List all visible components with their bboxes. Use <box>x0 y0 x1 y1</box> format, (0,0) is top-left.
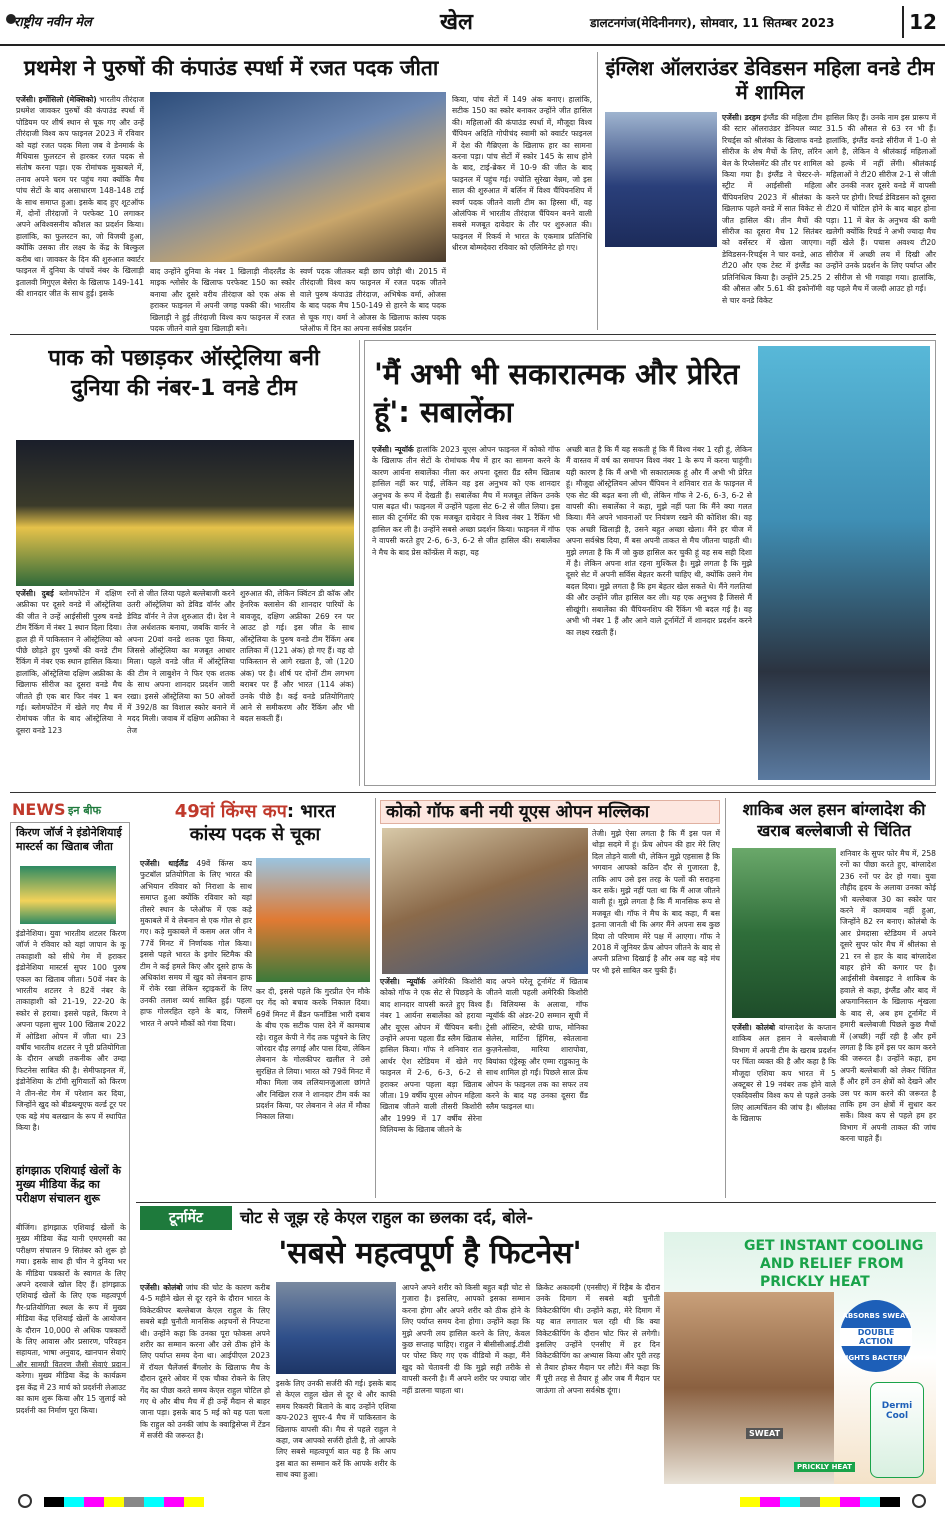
s4-headline: 'मैं अभी भी सकारात्मक और प्रेरित हूं': सबालेंका <box>374 357 740 429</box>
news-h1: किरण जॉर्ज ने इंडोनेशियाई मास्टर्स का खिताब जीता <box>16 826 122 853</box>
s6-gauff-photo <box>382 828 588 974</box>
ad-sweat-label: SWEAT <box>746 1428 783 1439</box>
s8-rahul-photo <box>276 1282 396 1374</box>
ad-model-photo <box>664 1292 834 1484</box>
ad-line2: AND RELIEF FROM <box>760 1256 904 1272</box>
news-kiran-photo <box>20 866 116 924</box>
s2-col1: एजेंसी। डरहम इंग्लैंड की महिला टीम की स्टार ऑलराउंडर डेनियल व्याट रिचर्ड्स को श्रीलंका के खिलाफ वनडे सीरीज के शेष मैचों के लिए, लॉरेन बेल के रिप्लेसमेंट की तौर पर शामिल किया गया है। इंग्लैंड ने चेस्टर-ले-स्ट्रीट में आईसीसी महिला चैंपियनशिप 2023 में श्रीलंका के खिलाफ पहले वनडे में सात विकेट से जीत हासिल की। तीन मैचों की सीरीज का दूसरा मैच 12 सितंबर को वर्सेस्टर में खेला जाएगा। डेविडसन-रिचर्ड्स ने चार वनडे, आठ टी20 और एक टेस्ट में इंग्लैंड का प्रतिनिधित्व किया है। उन्होंने 25.25 की औसत और 5.61 की इकोनॉमी से चार वनडे विकेट <box>722 113 822 305</box>
s6-col3: तेजी। मुझे ऐसा लगता है कि मैं इस पल में थोड़ा सदमे में हूं। फ्रेंच ओपन की हार मेरे लिए दिल तोड़ने वाली थी, लेकिन मुझे एहसास है कि भगवान आपको कठिन दौर से गुजारता है, ताकि आप उसे इस तरह के पलों की सराहना कर सकें। मुझे नहीं पता था कि मैं आज जीतने वाली हूं। मुझे लगता है कि मैं मानसिक रूप से मजबूत थी। गॉफ ने मैच के बाद कहा, मैं बस इतना जानती थी कि अगर मैंने अपना सब कुछ दिया तो परिणाम मेरे पक्ष में आएगा। गॉफ ने 2018 में जूनियर फ्रेंच ओपन जीतने के बाद से अपनी प्रतिभा दिखाई है और अब वह बड़े मंच पर भी इसे साबित कर चुकी हैं। <box>592 829 720 975</box>
s1-col3: स्वर्ण पदक जीतकर बड़ी छाप छोड़ी थी। 2015 में तीरंदाजी विश्व कप फाइनल में रजत पदक जीतने वाले पुरुष कंपाउंड तीरंदाज, अभिषेक वर्मा, ओजस के बाद पदक मैच 150-149 से हारने के बाद पदक से चूक गए। वर्मा ने ओजस के खिलाफ कांस्य पदक प्लेऑफ में दिन का अपना सर्वश्रेष्ठ प्रदर्शन <box>300 267 446 334</box>
s8-subtitle: चोट से जूझ रहे केएल राहुल का छलका दर्द, बोले- <box>240 1208 534 1227</box>
ad-seal <box>840 1300 912 1372</box>
s1-col1: एजेंसी। हर्मोसिलो (मेक्सिको) भारतीय तीरंदाज प्रथमेश जावकर पुरुषों की कंपाउंड स्पर्धा में पोडियम पर शीर्ष स्थान से चूक गए और उन्हें तीरंदाजी विश्व कप फाइनल 2023 में रविवार को यहां रजत पदक मिला जब वे डेनमार्क के मैथियास फुलरटन से हारकर रजत पदक से संतोष करना पड़ा। एक रोमांचक मुकाबले में, तनाव अपने चरम पर पहुंच गया क्योंकि मैच पांच सेटों के बाद असाधारण 148-148 टाई के साथ समाप्त हुआ। इसके बाद हुए शूटऑफ में, दोनों तीरंदाजों ने परफेक्ट 10 लगाकर अपने अविश्वसनीय कौशल का प्रदर्शन किया। हालांकि, का फुलरटन का, जो विजयी हुआ, क्योंकि उसका तीर लक्ष्य के केंद्र के बिल्कुल करीब था। जावकर के दिन की शुरुआत क्वार्टर फाइनल में दुनिया के पांचवें नंबर के खिलाड़ी इतालवी मिगुएल बेसेरा के खिलाफ 149-141 की शानदार जीत के साथ हुई। इसके <box>16 95 144 298</box>
ad-dermicool <box>664 1232 936 1484</box>
masthead <box>0 0 945 46</box>
page-number: 12 <box>902 6 942 38</box>
ad-brand: Dermi Cool <box>881 1401 913 1421</box>
issue-dateline: डालटनगंज(मेदिनीनगर), सोमवार, 11 सितम्बर 2023 <box>590 16 835 30</box>
s5-title-c: कांस्य पदक से चूका <box>189 824 321 846</box>
divider <box>375 798 376 1198</box>
ad-line3: PRICKLY HEAT <box>760 1274 870 1290</box>
s1-col2: बाद उन्होंने दुनिया के नंबर 1 खिलाड़ी नीदरलैंड के माइक श्लोसेर के खिलाफ परफेक्ट 150 का स्कोर बनाया और दूसरे वरीय तीरंदाज को एक अंक से हराकर फाइनल में अपनी जगह पक्की की। भारतीय खिलाड़ी ने हुई तीरंदाजी विश्व कप फाइनल में रजत पदक जीतने वाले युवा खिलाड़ी बने। <box>150 267 295 334</box>
s5-title-b: : भारत <box>286 801 336 822</box>
s8-kicker-label: टूर्नामेंट <box>169 1210 203 1226</box>
s4-col2: अच्छी बात है कि मैं यह सकती हूं कि मैं विश्व नंबर 1 रही हूं, लेकिन मैं वास्तव में वर्ष का समापन विश्व नंबर 1 के रूप में करना चाहूंगी। यही कारण है कि मैं अभी भी सकारात्मक हूं और मैं अभी भी प्रेरित हूं। मौजूदा ऑस्ट्रेलियन ओपन चैंपियन ने शनिवार रात के फाइनल में एक सेट की बढ़त बना ली थी, लेकिन गॉफ ने 2-6, 6-3, 6-2 से वापसी की। सबालेंका ने कहा, मुझे नहीं पता कि मैंने क्या गलत किया। मैंने अपने भावनाओं पर नियंत्रण रखने की कोशिश की। वह एक अच्छी खिलाड़ी है, उसने बहुत अच्छा खेला। मैंने हर चीज में अपना सर्वश्रेष्ठ दिया, मैं बस अपनी ताकत से मैच जीतना चाहती थी। मुझे लगता है कि मैं जो कुछ हासिल कर चुकी हूं वह सब सही दिशा में है। लेकिन अपना शांत रहना मुश्किल है। मुझे लगता है कि मुझे दूसरे सेट में अपनी सर्विस बेहतर करनी चाहिए थी, क्योंकि उसने गेम बदल दिया। मुझे लगता है कि हम बेहतर खेल सकते थे। मैंने गलतियां की और उन्होंने जीत हासिल कर ली। यह एक अनुभव है जिससे मैं सीखूंगी। सबालेंका की चैंपियनशिप की रैंकिंग भी बदल गई है। वह अभी भी नंबर 1 हैं और आने वाले टूर्नामेंटों में शानदार प्रदर्शन करने का लक्ष्य रखती हैं। <box>566 445 752 637</box>
s6-headline: कोको गॉफ बनी नयी यूएस ओपन मल्लिका <box>386 802 650 822</box>
ad-seal-bot: FIGHTS BACTERIA <box>840 1354 912 1362</box>
s8-col4: क्रिकेट अकादमी (एनसीए) में रिहैब के दौरान उनके दिमाग में सबसे बड़ी चुनौती विकेटकीपिंग थी। उन्होंने कहा, मेरे दिमाग में यह बात लगातार चल रही थी कि क्या विकेटकीपिंग के दौरान चोट फिर से लगेगी। इसलिए उन्होंने एनसीए में हर दिन विकेटकीपिंग का अभ्यास किया और पूरी तरह से तैयार होकर मैदान पर लौटे। मैंने कहा कि मैं पूरी तरह से तैयार हूं और जब मैं मैदान पर जाऊंगा तो अपना सर्वश्रेष्ठ दूंगा। <box>536 1283 660 1395</box>
s6-col1: एजेंसी। न्यूयॉर्क अमेरिकी किशोरी कोको गॉफ ने एक सेट से पिछड़ने के बाद शानदार वापसी करते हुए विश्व नंबर 1 आर्यना सबालेंका को हराया और यूएस ओपन में चैंपियन बनी। उन्होंने अपना पहला ग्रैंड स्लैम खिताब हासिल किया। गॉफ ने शनिवार रात आर्थर ऐश स्टेडियम में खेले गए फाइनल में 2-6, 6-3, 6-2 से हराकर अपना पहला बड़ा खिताब जीता। 19 वर्षीय यूएस ओपन महिला खिताब जीतने वाली तीसरी किशोरी और 1999 में 17 वर्षीय सेरेना विलियम्स के खिताब जीतने के <box>380 977 482 1135</box>
color-bar-left <box>44 1497 204 1507</box>
paper-name: राष्ट्रीय नवीन मेल <box>14 15 92 30</box>
divider <box>725 798 726 1198</box>
s8-col2: इसके लिए उनकी सर्जरी की गई। इसके बाद से केएल राहुल खेल से दूर थे और काफी समय रिकवरी बिताने के बाद उन्होंने एशिया कप-2023 सुपर-4 मैच में पाकिस्तान के खिलाफ वापसी की। मैच से पहले राहुल ने कहा, जब आपको सर्जरी होती है, तो आपके लिए सबसे महत्वपूर्ण बात यह है कि आप इस बात का सम्मान करें कि आपके शरीर के साथ क्या हुआ। <box>276 1379 396 1480</box>
ad-tag: PRICKLY HEAT <box>794 1462 855 1472</box>
s8-col1: एजेंसी। कोलंबो जांघ की चोट के कारण करीब 4-5 महीने खेल से दूर रहने के दौरान भारत के विकेटकीपर बल्लेबाज केएल राहुल के लिए सबसे बड़ी चुनौती मानसिक अड़चनों से निपटना थी। उन्होंने कहा कि उनका पूरा फोकस अपने शरीर का सम्मान करना और उसे ठीक होने के लिए पर्याप्त समय देना था। आईपीएल 2023 में रॉयल चैलेंजर्स बैंगलोर के खिलाफ मैच के दौरान दूसरे ओवर में एक चौका रोकने के लिए गेंद का पीछा करते समय केएल राहुल चोटिल हो गए थे और बीच मैच में ही उन्हें मैदान से बाहर जाना पड़ा। इसके बाद 5 मई को यह पता चला कि राहुल को उनकी जांघ के क्वाड्रिसेप्स में टेंडन में सर्जरी की जरूरत है। <box>140 1283 270 1441</box>
s1-headline: प्रथमेश ने पुरुषों की कंपाउंड स्पर्धा में रजत पदक जीता <box>24 56 439 80</box>
s7-col2: शनिवार के सुपर फोर मैच में, 258 रनों का पीछा करते हुए, बांग्लादेश 236 रनों पर ढेर हो गया। युवा तौहीद हृदय के अलावा उनका कोई भी बल्लेबाज 30 का स्कोर पार करने में कामयाब नहीं हुआ, जिन्होंने 82 रन बनाए। कोलंबो के आर प्रेमदासा स्टेडियम में अपने दूसरे सुपर फोर मैच में श्रीलंका से 21 रन से हार के बाद बांग्लादेश बाहर होने की कगार पर है। आईसीसी वेबसाइट ने शाकिब के हवाले से कहा, इंग्लैंड और बाद में अफगानिस्तान के खिलाफ शृंखला के बाद से, अब हम टूर्नामेंट में हमारी बल्लेबाजी पिछले कुछ मैचों में (अच्छी) नहीं रही है और हमें लगता है कि हमें इस पर काम करने की जरूरत है। उन्होंने कहा, हम अपनी बल्लेबाजी को लेकर चिंतित हैं और हमें उन क्षेत्रों को देखने और उस पर काम करने की जरूरत है ताकि हम उन क्षेत्रों में सुधार कर सकें। विश्व कप से पहले हम हर विभाग में अपनी ताकत की जांच करना चाहते हैं। <box>840 849 936 1144</box>
s3-col1: एजेंसी। दुबई ब्लोमफोंटेन में दक्षिण अफ्रीका पर दूसरे वनडे में ऑस्ट्रेलिया की जीत ने उन्हें आईसीसी पुरुष वनडे टीम रैंकिंग में नंबर 1 स्थान दिला दिया। हाल ही में पाकिस्तान ने ऑस्ट्रेलिया को पीछे छोड़ते हुए पुरुषों की वनडे टीम रैंकिंग में नंबर एक स्थान हासिल किया। हालांकि, ऑस्ट्रेलिया दक्षिण अफ्रीका के खिलाफ सीरीज का दूसरा वनडे मैच जीतते ही एक बार फिर नंबर 1 बन गई। ब्लोमफोंटेन में खेले गए मैच में रोमांचक जीत के बाद ऑस्ट्रेलिया ने दूसरा वनडे 123 <box>16 589 122 735</box>
s8-col3: आपने अपने शरीर को किसी बहुत बड़ी चोट से गुजारा है। इसलिए, आपको इसका सम्मान करना होगा और अपने शरीर को ठीक होने के लिए पर्याप्त समय देना होगा। उन्होंने कहा कि मुझे अपनी लय हासिल करने के लिए, केवल कुछ सप्ताह चाहिए। राहुल ने बीसीसीआई.टीवी पर पोस्ट किए गए एक वीडियो में कहा, मैंने खुद को चेतावनी दी कि मुझे सही तरीके से वापसी करनी है। मैं अपने शरीर पर ज्यादा जोर नहीं डालना चाहता था। <box>402 1283 530 1395</box>
news-badge <box>10 798 128 822</box>
ad-product-bottle <box>870 1382 924 1478</box>
s2-cricketer-photo <box>605 112 717 247</box>
s3-team-photo <box>16 440 354 586</box>
s5-title-a: किंग्स कप <box>220 801 287 822</box>
s8-kicker <box>140 1206 232 1230</box>
news-t2: बीजिंग। हांगझाऊ एशियाई खेलों के मुख्य मीडिया केंद्र यानी एमएमसी का परीक्षण संचालन 9 सितंबर को शुरू हो गया। इसके साथ ही चीन ने दुनिया भर के मीडिया पत्रकारों के स्वागत के लिए अपने दरवाजे खोल दिए हैं। हांगझाऊ एशियाई खेलों के लिए एक महत्वपूर्ण गैर-प्रतियोगिता स्थल के रूप में मुख्य मीडिया केंद्र एशियाई खेलों के आयोजन के दौरान 10,000 से अधिक पत्रकारों के लिए आवास और प्रसारण, परिवहन सहायता, भाषा अनुवाद, खानपान सेवाएं और सामग्री वितरण जैसी सेवाएं प्रदान करेगा। मुख्य मीडिया केंद्र के कार्यक्रम इस केंद्र में 23 मार्च को प्रदर्शनी लेआउट का काम शुरू किया और 15 जुलाई को प्रदर्शनी का निर्माण पूरा किया। <box>16 1223 126 1415</box>
divider <box>359 340 360 786</box>
s3-headline: पाक को पछाड़कर ऑस्ट्रेलिया बनी दुनिया की नंबर-1 वनडे टीम <box>48 346 320 401</box>
s2-col2: हासिल किए हैं। उनके नाम इस प्रारूप में 31.5 की औसत से 63 रन भी हैं। हालांकि, इंग्लैंड वनडे सीरीज में 1-0 से आगे है, लेकिन वे श्रीलंकाई महिलाओं को हल्के में नहीं लेंगी। श्रीलंकाई महिलाओं ने टी20 सीरीज 2-1 से जीती और उनकी नजर दूसरे वनडे में वापसी करने पर होगी। रिचर्ड डेविडसन को दूसरा टी20 में चोटिल होने के बाद बाहर होना पड़ा। 11 में बेल के अनुभव की कमी खलेगी क्योंकि रिचर्ड ने अभी ज्यादा मैच नहीं खेले हैं। पचास अवश्य टी20 सीरीज में अच्छी लय में दिखी और उन्होंने उनके प्रदर्शन के लिए पर्याप्त और 2 सीरीज से भी गवाहा गया। हालांकि, वह पहले मैच में जल्दी आउट हो गईं। <box>826 113 936 294</box>
s1-archer-photo <box>150 92 446 262</box>
s7-headline: शाकिब अल हसन बांग्लादेश की खराब बल्लेबाजी से चिंतित <box>742 800 926 840</box>
news-h2: हांगझाऊ एशियाई खेलों के मुख्य मीडिया केंद्र का परीक्षण संचालन शुरू <box>16 1164 121 1205</box>
divider <box>10 792 936 793</box>
news-sub: इन बीफ <box>68 804 101 817</box>
divider <box>597 52 598 330</box>
color-bar-right <box>740 1497 900 1507</box>
s5-title-num: 49वां <box>174 801 215 822</box>
ad-line1: GET INSTANT COOLING <box>744 1238 924 1254</box>
divider <box>10 334 936 335</box>
s6-col2: बाद अपने घरेलू टूर्नामेंट में खिताब जीतने वाली पहली अमेरिकी किशोरी हैं। विलियम्स के अलावा, गॉफ न्यूयॉर्क की अंडर-20 सम्मान सूची में ट्रेसी ऑस्टिन, स्टेफी ग्राफ, मोनिका सेलेस, मार्टिना हिंगिस, स्वेतलाना कुज़नेत्सोवा, मारिया शारापोवा, बियांका एंड्रेस्कू और एम्मा राडुकानु के साथ शामिल हो गईं। पिछले साल फ्रेंच ओपन के फाइनल तक का सफर तय करने के बाद यह उनका दूसरा ग्रैंड स्लैम फाइनल था। <box>486 977 588 1112</box>
s5-col1: एजेंसी। थाईलैंड 49वें किंग्स कप फुटबॉल प्रतियोगिता के लिए भारत की अभियान रविवार को निराशा के साथ समाप्त हुआ क्योंकि रविवार को यहां तीसरे स्थान के प्लेऑफ में एक कड़े मुकाबले में वे लेबनान से एक गोल से हार गए। कड़े मुकाबले में कसम अल जीन ने 77वें मिनट में निर्णायक गोल किया। इससे पहले भारत के इगोर स्टिमैक की टीम ने कई हमले किए और दूसरे हाफ के अधिकांश समय में खुद को लेबनान हाफ में रोके रखा लेकिन स्ट्राइकरों के लिए उनकी तलाश व्यर्थ साबित हुई। पहला हाफ गोलरहित रहने के बाद, जिसमें भारत ने अपने मौकों को गंवा दिया। <box>140 859 252 1028</box>
s3-col2: रनों से जीत लिया पहले बल्लेबाजी करने उतरी ऑस्ट्रेलिया को डेविड वॉर्नर और डेविड वॉर्नर ने तेज शुरुआत दी। देश ने तेज अर्धशतक बनाया, जबकि वार्नर ने अपना 20वां वनडे शतक पूरा किया, जिससे ऑस्ट्रेलिया का मजबूत आधार मिला। पहले वनडे जीत में ऑस्ट्रेलिया की टीम ने लाबुशेन ने फिर एक शतक के साथ अपना शानदार प्रदर्शन जारी रखा। इससे ऑस्ट्रेलिया का 50 ओवरों में 392/8 का विशाल स्कोर बनाने में मदद मिली। जवाब में दक्षिण अफ्रीका ने तेज <box>127 589 235 735</box>
news-t1: इंडोनेशिया। युवा भारतीय शटलर किरण जॉर्ज ने रविवार को यहां जापान के कू तकाहाशी को सीधे गेम में हराकर इंडोनेशिया मास्टर्स सुपर 100 पुरुष एकल का खिताब जीता। 50वें नंबर के भारतीय शटलर ने 82वें नंबर के ताकाहाशी को 21-19, 22-20 के स्कोर से हराया। इससे पहले, किरण ने अपना पहला सुपर 100 खिताब 2022 में ओडिशा ओपन में जीता था। 23 वर्षीय भारतीय शटलर ने पूरी प्रतियोगिता के दौरान अच्छी तकनीक और उम्दा फिटनेस साबित की है। सेमीफाइनल में, इंडोनेशिया के टॉमी सुगियार्तो को किरण ने तीन-सेट गेम में परेशान कर दिया, जिन्होंने खुद को बीडब्ल्यूएफ वर्ल्ड टूर पर एक बड़े मंच बलखान के रूप में स्थापित किया है। <box>16 929 126 1132</box>
news-label: NEWS <box>12 800 66 819</box>
s7-col1: एजेंसी। कोलंबो बांग्लादेश के कप्तान शाकिब अल हसन ने बल्लेबाजी विभाग में अपनी टीम के खराब प्रदर्शन पर चिंता व्यक्त की है और कहा है कि मौजूदा एशिया कप भारत में 5 अक्टूबर से 19 नवंबर तक होने वाले एकदिवसीय विश्व कप से पहले उनके लिए आत्मचिंतन की जांच है। श्रीलंका के खिलाफ <box>732 1023 836 1124</box>
ad-seal-top: ABSORBS SWEAT <box>842 1312 910 1320</box>
s2-headline: इंग्लिश ऑलराउंडर डेविडसन महिला वनडे टीम में शामिल <box>605 56 935 104</box>
s1-col4: किया, पांच सेटों में 149 अंक बनाए। हालांकि, सटीक 150 का स्कोर बनाकर उन्होंने जीत हासिल की। महिलाओं की कंपाउंड स्पर्धा में, मौजूदा विश्व चैंपियन अदिति गोपीचंद स्वामी को क्वार्टर फाइनल में देश की गैब्रिएला के खिलाफ हार का सामना करना पड़ा। पांच सेटों में स्कोर 145 के साथ होने के बाद, टाई-ब्रेकर में 10-9 की जीत के बाद फाइनल में पहुंच गई। ज्योति सुरेखा वेन्नम, जो इस साल की शुरुआत में बर्लिन में विश्व चैंपियनशिप में स्वर्ण पदक जीतने वाली टीम का हिस्सा थीं, वह ओलंपिक में भारतीय तीरंदाज चैंपियन बनने वाली सबसे मजबूत दावेदार के तौर पर शुरुआत की। फाइनल में रिकर्व मे भारत के एकमात्र प्रतिनिधि धीरज बोम्मदेवरा रविवार को एलिमिनेट हो गए। <box>452 95 592 253</box>
s4-sabalenka-photo <box>758 346 930 780</box>
section-title: खेल <box>440 10 473 35</box>
s3-col3: शुरुआत की, लेकिन क्विंटन डी कॉक और हेनरिक क्लासेन की शानदार पारियों के बावजूद, दक्षिण अफ्रीका 269 रन पर आउट हो गई। इस जीत के साथ ऑस्ट्रेलिया के पुरुष वनडे टीम रैंकिंग अब तालिका में (121 अंक) हो गए हैं। वह दो पाकिस्तान से आगे रखता है, जो (120 अंक) पर है। शीर्ष पर दोनों टीम लगभग बराबर पर हैं और भारत (114 अंक) उनके पीछे है। कई वनडे प्रतियोगिताएं आने से समीकरण और रैंकिंग और भी बदल सकती हैं। <box>240 589 354 724</box>
s8-headline: 'सबसे महत्वपूर्ण है फिटनेस' <box>278 1236 582 1271</box>
s5-headline <box>140 800 370 847</box>
s5-football-photo <box>256 858 370 982</box>
registration-mark-icon <box>18 1494 32 1508</box>
ad-seal-mid: DOUBLE ACTION <box>840 1328 912 1346</box>
s4-col1: एजेंसी। न्यूयॉर्क हालांकि 2023 यूएस ओपन फाइनल में कोको गॉफ के खिलाफ तीन सेटों के रोमांचक मैच में हार का सामना करने के कारण आर्यना सबालेंका नीला कर अपना दूसरा ग्रैंड स्लैम खिताब हासिल नहीं कर पाईं, लेकिन वह इस अनुभव को एक शानदार अनुभव के रूप में देखती हैं। सबालेंका मैच में मजबूत लेकिन उनके पास बढ़त थी। फाइनल में उन्होंने पहला सेट 6-2 से जीत लिया। इस साल की टूर्नामेंट की एक मजबूत दावेदार ने विश्व नंबर 1 रैंकिंग भी हासिल कर ली है। उन्होंने सबसे अच्छा प्रदर्शन किया। फाइनल में गॉफ ने वापसी करते हुए 2-6, 6-3, 6-2 से जीत हासिल की। सबालेंका ने मैच के बाद प्रेस कॉन्फ्रेंस में कहा, यह <box>372 445 560 557</box>
s5-col2: कर दी, इससे पहले कि गुरप्रीत ऐन मौके पर गेंद को बचाव करके निकाल दिया। 69वें मिनट में ब्रैंडन फर्नांडिस भारी दबाव के बीच एक सटीक पास देने में कामयाब रहे। राहुल केपी ने गेंद तक पहुंचने के लिए जोरदार दौड़ लगाई और पास दिया, लेकिन लेबनान के गोलकीपर खलील ने उसे सुरक्षित ले लिया। भारत को 79वें मिनट में मौका मिला जब ललियानजुआला छांगते और निखिल राज ने शानदार टीम वर्क का प्रदर्शन किया, पर लेबनान ने अंत में मौका निकाल लिया। <box>256 987 370 1122</box>
registration-mark-icon <box>912 1494 926 1508</box>
divider <box>136 1202 936 1203</box>
s7-shakib-photo <box>732 848 836 1018</box>
